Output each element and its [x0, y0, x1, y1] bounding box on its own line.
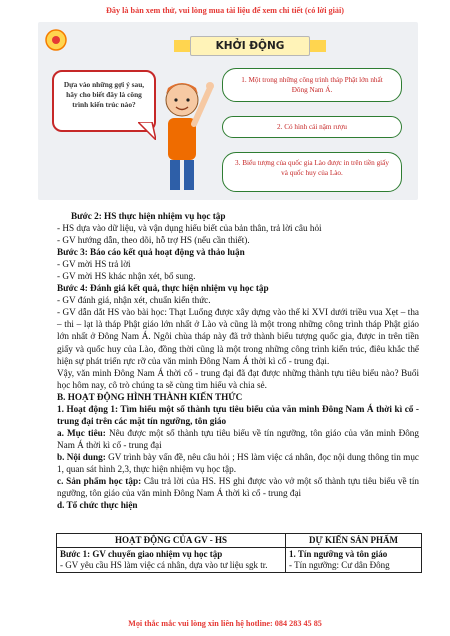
product-label: c. Sản phẩm học tập:: [57, 476, 142, 487]
question-paragraph: Vậy, văn minh Đông Nam Á thời cổ - trung đại đã đạt được những thành tựu tiêu biểu nào? Buổi học hôm nay, cô trò chúng ta sẽ cùng tìm hiểu và chia sẻ.: [57, 367, 419, 390]
table-header-row: [57, 534, 422, 548]
product-text: Câu trả lời của HS. HS ghi được vào vở một số thành tựu tiêu biểu về tín ngưỡng, tôn giáo của văn minh Đông Nam Á thời kì cổ - trung đại: [57, 476, 419, 499]
ribbon-right: [310, 40, 326, 52]
decoration-icon: [44, 28, 68, 52]
product-paragraph: [57, 475, 419, 499]
lesson-body: [57, 210, 419, 511]
text-line: - HS dựa vào dữ liệu, và vận dụng hiểu biết của bản thân, trả lời câu hỏi: [57, 223, 322, 234]
ribbon-left: [174, 40, 190, 52]
section-title: KHỞI ĐỘNG: [190, 36, 310, 56]
step-4-heading: Bước 4: Đánh giá kết quả, thực hiện nhiệm vụ học tập: [57, 283, 269, 294]
table-header-teacher-student: HOẠT ĐỘNG CỦA GV - HS: [57, 534, 286, 548]
hint-option-2: 2. Có hình cái nậm rượu: [222, 116, 402, 138]
content-paragraph: [57, 451, 419, 475]
warmup-illustration: [38, 22, 418, 200]
organization-heading: d. Tổ chức thực hiện: [57, 500, 138, 511]
intro-paragraph: - GV dẫn dắt HS vào bài học: Thạt Luổng được xây dựng vào thế kỉ XVI dưới triều vua Xẹt – tha – thi – lạt là tháp Phật giáo lớn nhất ở Lào và cũng là một trong những công trình tháp Phật giáo lớn nhất ở Đông Nam Á. Ngôi chùa tháp này đã trở thành biểu tượng quốc gia, được in trên tiền giấy và quốc huy của Lào, đồng thời cũng là một trong những công trình kiến trúc, điêu khắc thể hiện sự phát triển rực rỡ của văn minh Đông Nam Á thời kì cổ - trung đại.: [57, 307, 419, 366]
table-header-expected-product: DỰ KIẾN SẢN PHẨM: [286, 534, 422, 548]
section-b-heading: B. HOẠT ĐỘNG HÌNH THÀNH KIẾN THỨC: [57, 391, 243, 402]
hotline-banner: Mọi thắc mắc vui lòng xin liên hệ hotline: 084 283 45 85: [128, 619, 322, 628]
hint-option-3: 3. Biểu tượng của quốc gia Lào được in trên tiền giấy và quốc huy của Lào.: [222, 152, 402, 192]
step-1-heading: Bước 1: GV chuyển giao nhiệm vụ học tập: [60, 549, 223, 559]
table-cell-product: [286, 548, 422, 573]
content-label: b. Nội dung:: [57, 451, 106, 462]
step-2-heading: Bước 2: HS thực hiện nhiệm vụ học tập: [71, 211, 226, 221]
cell-text: - GV yêu cầu HS làm việc cá nhân, dựa vào tư liệu sgk tr.: [60, 560, 268, 570]
text-line: - GV mời HS trả lời: [57, 259, 131, 270]
hint-option-1: 1. Một trong những công trình tháp Phật lớn nhất Đông Nam Á.: [222, 68, 402, 102]
cell-text: - Tín ngưỡng: Cư dân Đông: [289, 560, 390, 570]
speech-bubble: Dựa vào những gợi ý sau, hãy cho biết đây là công trình kiến trúc nào?: [52, 70, 156, 132]
table-cell-activity: [57, 548, 286, 573]
activity-table: [56, 533, 422, 573]
preview-banner: Đây là bản xem thử, vui lòng mua tài liệu để xem chi tiết (có lời giải): [105, 6, 344, 15]
objective-label: a. Mục tiêu:: [57, 427, 106, 438]
step-3-heading: Bước 3: Báo cáo kết quả hoạt động và thảo luận: [57, 247, 245, 258]
text-line: - GV hướng dẫn, theo dõi, hỗ trợ HS (nếu cần thiết).: [57, 235, 250, 246]
product-heading: 1. Tín ngưỡng và tôn giáo: [289, 549, 388, 559]
boy-figure: [148, 74, 218, 200]
activity-1-heading: 1. Hoạt động 1: Tìm hiểu một số thành tựu tiêu biểu của văn minh Đông Nam Á thời kì cổ - trung đại trên các mặt tín ngưỡng, tôn giáo: [57, 403, 419, 426]
content-text: GV trình bày vấn đề, nêu câu hỏi ; HS làm việc cá nhân, đọc nội dung thông tin mục 1, quan sát hình 2,3, thực hiện nhiệm vụ học tập.: [57, 451, 419, 474]
objective-paragraph: [57, 427, 419, 451]
text-line: - GV đánh giá, nhận xét, chuẩn kiến thức.: [57, 295, 211, 306]
table-row: [57, 548, 422, 573]
text-line: - GV mời HS khác nhận xét, bổ sung.: [57, 271, 196, 282]
objective-text: Nêu được một số thành tựu tiêu biểu về tín ngưỡng, tôn giáo của văn minh Đông Nam Á thời kì cổ - trung đại: [57, 427, 419, 450]
